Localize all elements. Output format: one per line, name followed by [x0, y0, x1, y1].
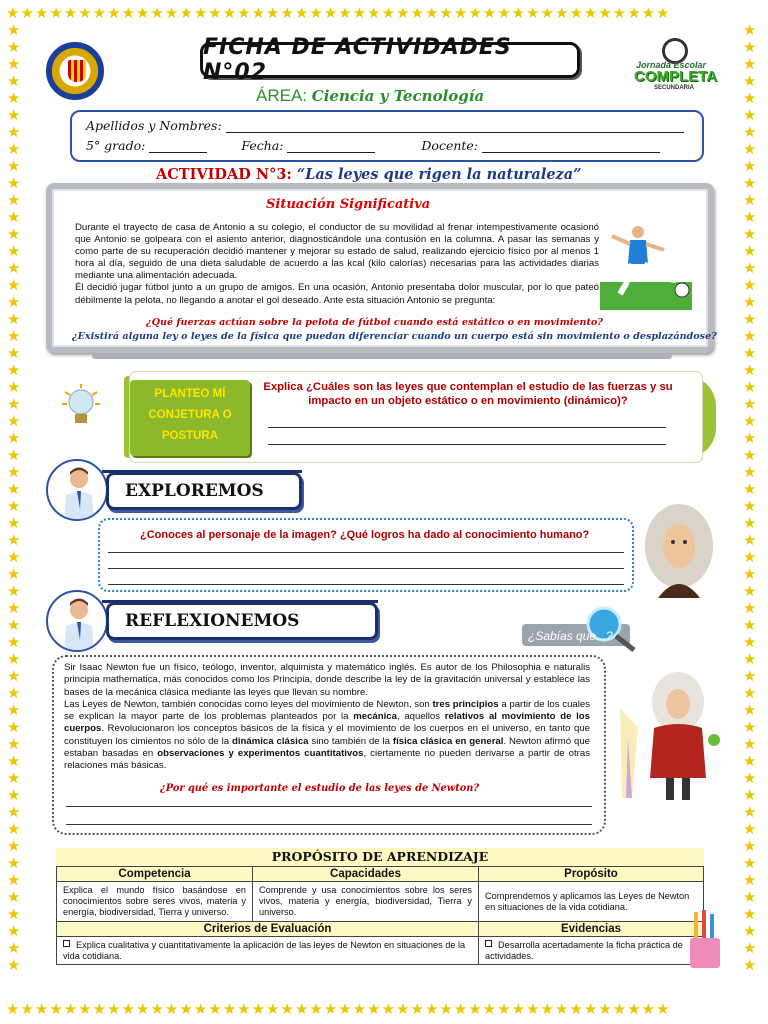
situation-title: Situación Significativa [266, 197, 431, 212]
exploremos-title: EXPLOREMOS [125, 481, 264, 501]
competencia-cell: Explica el mundo físico basándose en conocimientos sobre seres vivos, materia y energía, biodiversidad, Tierra y universo. [57, 882, 253, 922]
area-heading [256, 86, 484, 106]
bulb-base [75, 414, 87, 423]
lightbulb-icon [62, 384, 100, 430]
newton-cartoon-image [618, 668, 726, 808]
cup [690, 938, 720, 968]
grade-field[interactable] [149, 141, 207, 153]
student-info-box [70, 110, 704, 162]
table-header-capacidades: Capacidades [253, 867, 479, 882]
soccer-player-image [600, 220, 692, 310]
star-border-left: ★★★★★★★★★★★★★★★★★★★★★★★★★★★★★★★★★★★★★★★★★★★★★★★★★★★★★★★★ [7, 22, 21, 974]
sabias-text: ¿Sabías que...? [528, 629, 613, 643]
newton-red-coat [650, 724, 706, 778]
table-header-competencia: Competencia [57, 867, 253, 882]
situation-paragraph-1: Durante el trayecto de casa de Antonio a su colegio, el conductor de su movilidad al frenar intempestivamente ocasionó que Antonio se golpeara con el asiento anterior, diagnosticándole una contusión en la columna. A pasar las semanas y como parte de su recuperación decidió mantener y mejorar su estado de salud, realizando ejercicio físico por al menos 1 hora al día, seguido de una dieta saludable de acuerdo a las kcal (kilo calorías) necesarias para las actividades diarias mediante una alimentación adecuada. [75, 222, 599, 282]
exploremos-answer-line[interactable] [108, 552, 624, 553]
star-border-top: ★★★★★★★★★★★★★★★★★★★★★★★★★★★★★★★★★★★★★★★★★★★★★★ [6, 6, 671, 22]
criterio-cell [57, 937, 479, 965]
reflexionemos-text [64, 662, 590, 773]
reflexionemos-title: REFLEXIONEMOS [125, 611, 300, 631]
names-field[interactable] [226, 121, 684, 133]
situation-text [75, 222, 599, 307]
star-border-right: ★★★★★★★★★★★★★★★★★★★★★★★★★★★★★★★★★★★★★★★★★★★★★★★★★★★★★★★★ [743, 22, 757, 974]
school-logo [46, 42, 104, 100]
proposito-cell: Comprendemos y aplicamos las Leyes de Newton en situaciones de la vida cotidiana. [479, 882, 704, 922]
date-field[interactable] [287, 141, 375, 153]
star-border-bottom: ★★★★★★★★★★★★★★★★★★★★★★★★★★★★★★★★★★★★★★★★★★★★★★ [6, 1002, 671, 1018]
newton-face [663, 524, 695, 568]
exploremos-answer-line[interactable] [108, 584, 624, 585]
criterio-text: Explica cualitativa y cuantitativamente la aplicación de las leyes de Newton en situaciones de la vida cotidiana. [63, 939, 466, 961]
exploremos-answer-line[interactable] [108, 568, 624, 569]
planteo-label-line3: POSTURA [161, 430, 219, 442]
checkbox-icon[interactable] [485, 940, 492, 947]
apple-icon [708, 734, 720, 746]
planteo-label-line1: PLANTEO MÍ [154, 388, 226, 400]
page-title: FICHA DE ACTIVIDADES N°02 [203, 35, 512, 85]
newton-cartoon-face [666, 689, 690, 719]
checkbox-icon[interactable] [63, 940, 70, 947]
table-row [57, 882, 704, 922]
evidencia-cell [479, 937, 704, 965]
table-header-evidencias: Evidencias [479, 922, 704, 937]
table-header-proposito: Propósito [479, 867, 704, 882]
player-head [632, 226, 644, 238]
table-row [57, 867, 704, 882]
student-figure-icon [48, 592, 108, 652]
names-label: Apellidos y Nombres: [86, 118, 222, 133]
newton-portrait-image [638, 500, 720, 598]
player-shirt [628, 240, 648, 264]
activity-label: ACTIVIDAD N°3: [156, 166, 292, 183]
table-header-criterios: Criterios de Evaluación [57, 922, 479, 937]
reflexionemos-paragraph-1: Sir Isaac Newton fue un físico, teólogo, inventor, alquimista y matemático inglés. Es autor de los Philosophia e naturalis principia mathematica, más conocidos como los Principia, donde describe la ley de la gravitación universal y establece las bases de la mecánica clásica mediante las leyes que llevan su nombre. [64, 662, 590, 698]
whiteboard-tray [92, 353, 672, 359]
reflexionemos-paragraph-2: Las Leyes de Newton, también conocidas como leyes del movimiento de Newton, son tres principios a partir de los cuales se explican la mayor parte de los problemas planteados por la mecánica, aquellos relativos al movimiento de los cuerpos. Revolucionaron los conceptos básicos de la física y el movimiento de los cuerpos en el universo, en tanto que constituyen los cimientos no sólo de la dinámica clásica sino también de la física clásica en general. Newton afirmó que estaban basadas en observaciones y experimentos cuantitativos, ciertamente no pueden derivarse a partir de otras relaciones más básicas. [64, 698, 591, 772]
bulb-glass [69, 390, 93, 414]
pencil-cup-icon [688, 910, 722, 970]
teacher-field[interactable] [482, 141, 660, 153]
grade-row [86, 138, 660, 153]
planteo-label [130, 380, 250, 456]
jec-logo [632, 38, 718, 92]
exploremos-question: ¿Conoces al personaje de la imagen? ¿Qué logros ha dado al conocimiento humano? [140, 529, 590, 541]
reflexionemos-heading [106, 602, 378, 640]
exploremos-heading [106, 472, 302, 510]
area-value: Ciencia y Tecnología [311, 87, 485, 105]
planteo-answer-line[interactable] [268, 427, 666, 428]
planteo-answer-line[interactable] [268, 444, 666, 445]
reflexionemos-question: ¿Por qué es importante el estudio de las leyes de Newton? [160, 783, 480, 794]
planteo-label-line2: CONJETURA O [148, 409, 232, 421]
purpose-table [56, 866, 704, 965]
student-figure-icon [48, 461, 108, 521]
jec-logo-line3: SECUNDARIA [654, 85, 695, 91]
activity-title: “Las leyes que rigen la naturaleza” [296, 166, 582, 183]
jec-logo-line2: COMPLETA [634, 68, 718, 85]
sabias-que-badge [522, 606, 648, 654]
table-row [57, 937, 704, 965]
student-avatar [46, 590, 108, 652]
school-shield-icon [68, 60, 86, 82]
newton-coat [658, 584, 700, 598]
soccer-ball-icon [675, 283, 689, 297]
student-avatar [46, 459, 108, 521]
reflexionemos-answer-line[interactable] [66, 824, 592, 825]
planteo-question: Explica ¿Cuáles son las leyes que contemplan el estudio de las fuerzas y su impacto en un objeto estático o en movimiento (dinámico)? [263, 381, 673, 407]
situation-question-2: ¿Existirá alguna ley o leyes de la física que puedan diferenciar cuando un cuerpo está sin movimiento o desplazándose? [72, 331, 717, 342]
reflexionemos-answer-line[interactable] [66, 806, 592, 807]
situation-paragraph-2: Él decidió jugar fútbol junto a un grupo de amigos. En una ocasión, Antonio presentaba dolor muscular, por lo que pateó débilmente la pelota, no llegando a anotar el gol deseado. Ante esta situación Antonio se pregunta: [75, 282, 599, 306]
activity-heading [156, 166, 582, 183]
date-label: Fecha: [241, 138, 284, 153]
capacidades-cell: Comprende y usa conocimientos sobre los seres vivos, materia y energía, biodiversidad, Tierra y universo. [253, 882, 479, 922]
table-row [57, 922, 704, 937]
purpose-title: PROPÓSITO DE APRENDIZAJE [56, 848, 704, 866]
jec-logo-line1: Jornada Escolar [636, 60, 707, 70]
situation-question-1: ¿Qué fuerzas actúan sobre la pelota de fútbol cuando está estático o en movimiento? [146, 317, 603, 328]
evidencia-text: Desarrolla acertadamente la ficha práctica de actividades. [485, 939, 683, 961]
teacher-label: Docente: [421, 138, 479, 153]
page-title-box [200, 35, 580, 85]
names-row [86, 118, 684, 133]
area-label: ÁREA: [256, 86, 308, 105]
grade-label: 5° grado: [86, 138, 146, 153]
